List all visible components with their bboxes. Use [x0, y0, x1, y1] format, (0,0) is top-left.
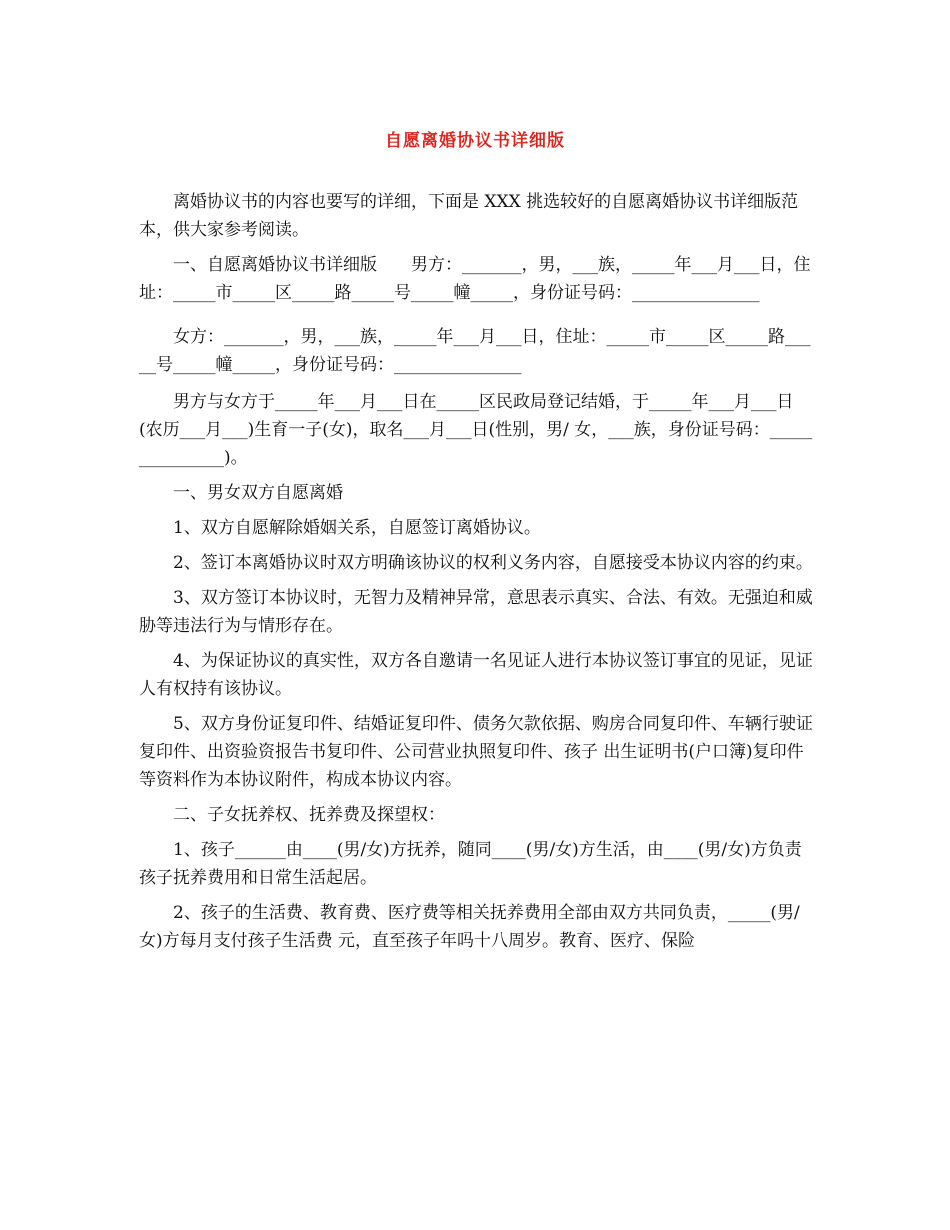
- clause-4: 4、为保证协议的真实性，双方各自邀请一名见证人进行本协议签订事宜的见证，见证人有权持有该协议。: [139, 651, 813, 699]
- marriage-info-paragraph: 男方与女方于_____年___月___日在_____区民政局登记结婚，于_____年___月___日(农历___月___)生育一子(女)，取名___月___日(性别，男/ 女，___族，身份证号码：_______________)。: [139, 392, 813, 468]
- clause-1: 1、双方自愿解除婚姻关系，自愿签订离婚协议。: [173, 518, 541, 538]
- custody-clause-1: 1、孩子______由____(男/女)方抚养，随同____(男/女)方生活，由____(男/女)方负责孩子抚养费用和日常生活起居。: [139, 840, 802, 888]
- custody-clause-2: 2、孩子的生活费、教育费、医疗费等相关抚养费用全部由双方共同负责，_____(男/女)方每月支付孩子生活费 元，直至孩子年吗十八周岁。教育、医疗、保险: [139, 903, 800, 951]
- section-heading-custody: 二、子女抚养权、抚养费及探望权：: [173, 805, 445, 825]
- section-heading-male-party: 一、自愿离婚协议书详细版 男方：_______，男，___族，_____年___月___日，住址：_____市_____区_____路_____号_____幢_____，身份证号码：_______________: [139, 255, 811, 303]
- section-heading-voluntary-divorce: 一、男女双方自愿离婚: [173, 483, 343, 503]
- intro-paragraph: 离婚协议书的内容也要写的详细，下面是 XXX 挑选较好的自愿离婚协议书详细版范本，供大家参考阅读。: [139, 192, 799, 240]
- clause-2: 2、签订本离婚协议时双方明确该协议的权利义务内容，自愿接受本协议内容的约束。: [173, 553, 813, 573]
- document-title: 自愿离婚协议书详细版: [385, 131, 565, 151]
- clause-3: 3、双方签订本协议时，无智力及精神异常，意思表示真实、合法、有效。无强迫和威胁等违法行为与情形存在。: [139, 588, 813, 636]
- document-body: [139, 188, 813, 955]
- clause-5: 5、双方身份证复印件、结婚证复印件、债务欠款依据、购房合同复印件、车辆行驶证复印件、出资验资报告书复印件、公司营业执照复印件、孩子 出生证明书(户口簿)复印件等资料作为本协议附件，构成本协议内容。: [139, 714, 813, 790]
- female-party-paragraph: 女方：_______，男，___族，_____年___月___日，住址：_____市_____区_____路_____号_____幢_____，身份证号码：_______________: [139, 327, 811, 375]
